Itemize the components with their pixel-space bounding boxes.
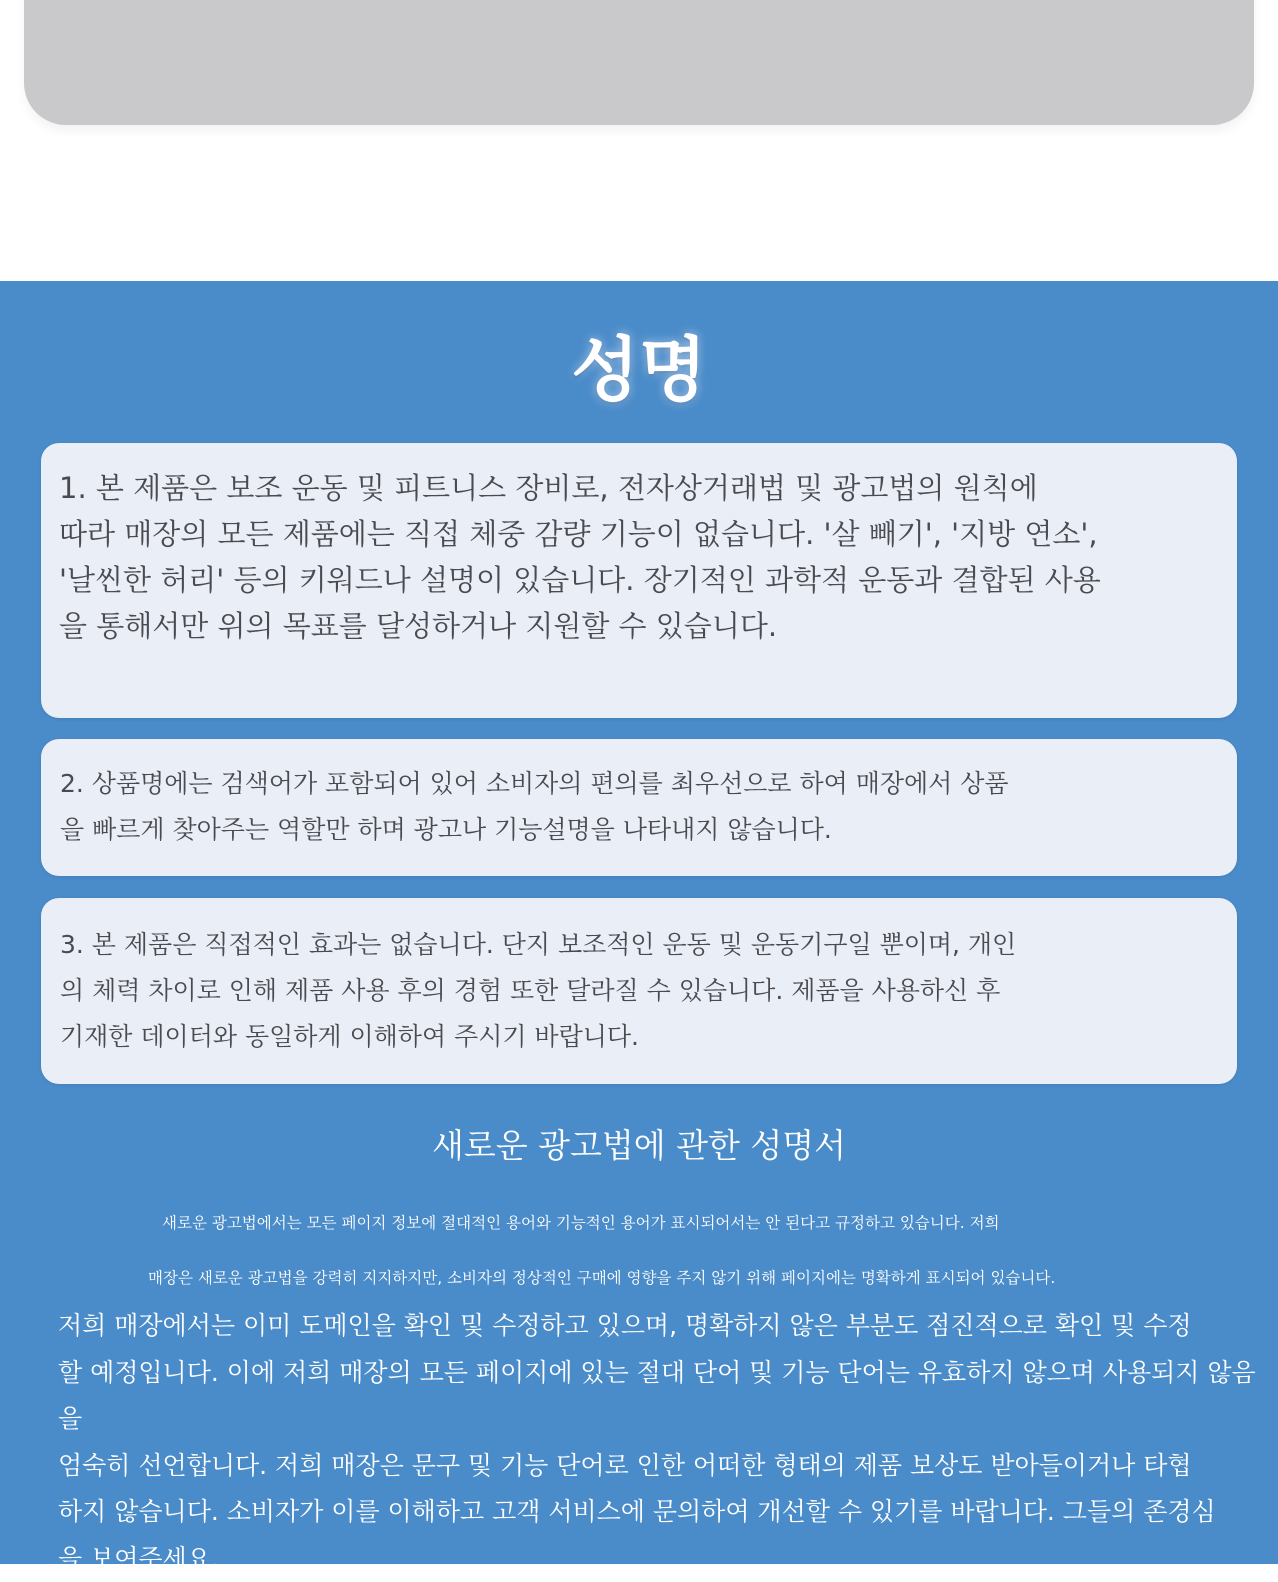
notice-small-line-1: 새로운 광고법에서는 모든 페이지 정보에 절대적인 용어와 기능적인 용어가 표시되어서는 안 된다고 규정하고 있습니다. 저희 [162,1214,1000,1232]
statement-text-3: 3. 본 제품은 직접적인 효과는 없습니다. 단지 보조적인 운동 및 운동기구일 뿐이며, 개인 의 체력 차이로 인해 제품 사용 후의 경험 또한 달라질 수 있습니다. 제품을 사용하신 후 기재한 데이터와 동일하게 이해하여 주시기 바랍니다. [60,930,1017,1051]
statement-section [0,281,1278,1573]
notice-title: 새로운 광고법에 관한 성명서 [431,1126,846,1165]
statement-text-2: 2. 상품명에는 검색어가 포함되어 있어 소비자의 편의를 최우선으로 하여 매장에서 상품 을 빠르게 찾아주는 역할만 하며 광고나 기능설명을 나타내지 않습니다. [60,769,1009,844]
statement-card-2 [41,739,1237,876]
notice-body: 저희 매장에서는 이미 도메인을 확인 및 수정하고 있으며, 명확하지 않은 부분도 점진적으로 확인 및 수정 할 예정입니다. 이에 저희 매장의 모든 페이지에 있는 절대 단어 및 기능 단어는 유효하지 않으며 사용되지 않음을 엄숙히 선언합니다. 저희 매장은 문구 및 기능 단어로 인한 어떠한 형태의 제품 보상도 받아들이거나 타협 하지 않습니다. 소비자가 이를 이해하고 고객 서비스에 문의하여 개선할 수 있기를 바랍니다. 그들의 존경심 을 보여주세요. [58,1311,1256,1573]
notice-small-line-2: 매장은 새로운 광고법을 강력히 지지하지만, 소비자의 정상적인 구매에 영향을 주지 않기 위해 페이지에는 명확하게 표시되어 있습니다. [148,1269,1056,1287]
section-title: 성명 [571,329,707,411]
statement-card-3 [41,898,1237,1084]
top-area [0,0,1278,281]
statement-text-1: 1. 본 제품은 보조 운동 및 피트니스 장비로, 전자상거래법 및 광고법의 원칙에 따라 매장의 모든 제품에는 직접 체중 감량 기능이 없습니다. '살 빼기', '지방 연소', '날씬한 허리' 등의 키워드나 설명이 있습니다. 장기적인 과학적 운동과 결합된 사용 을 통해서만 위의 목표를 달성하거나 지원할 수 있습니다. [59,471,1101,643]
statement-card-1 [41,443,1237,718]
image-placeholder-panel [24,0,1254,125]
